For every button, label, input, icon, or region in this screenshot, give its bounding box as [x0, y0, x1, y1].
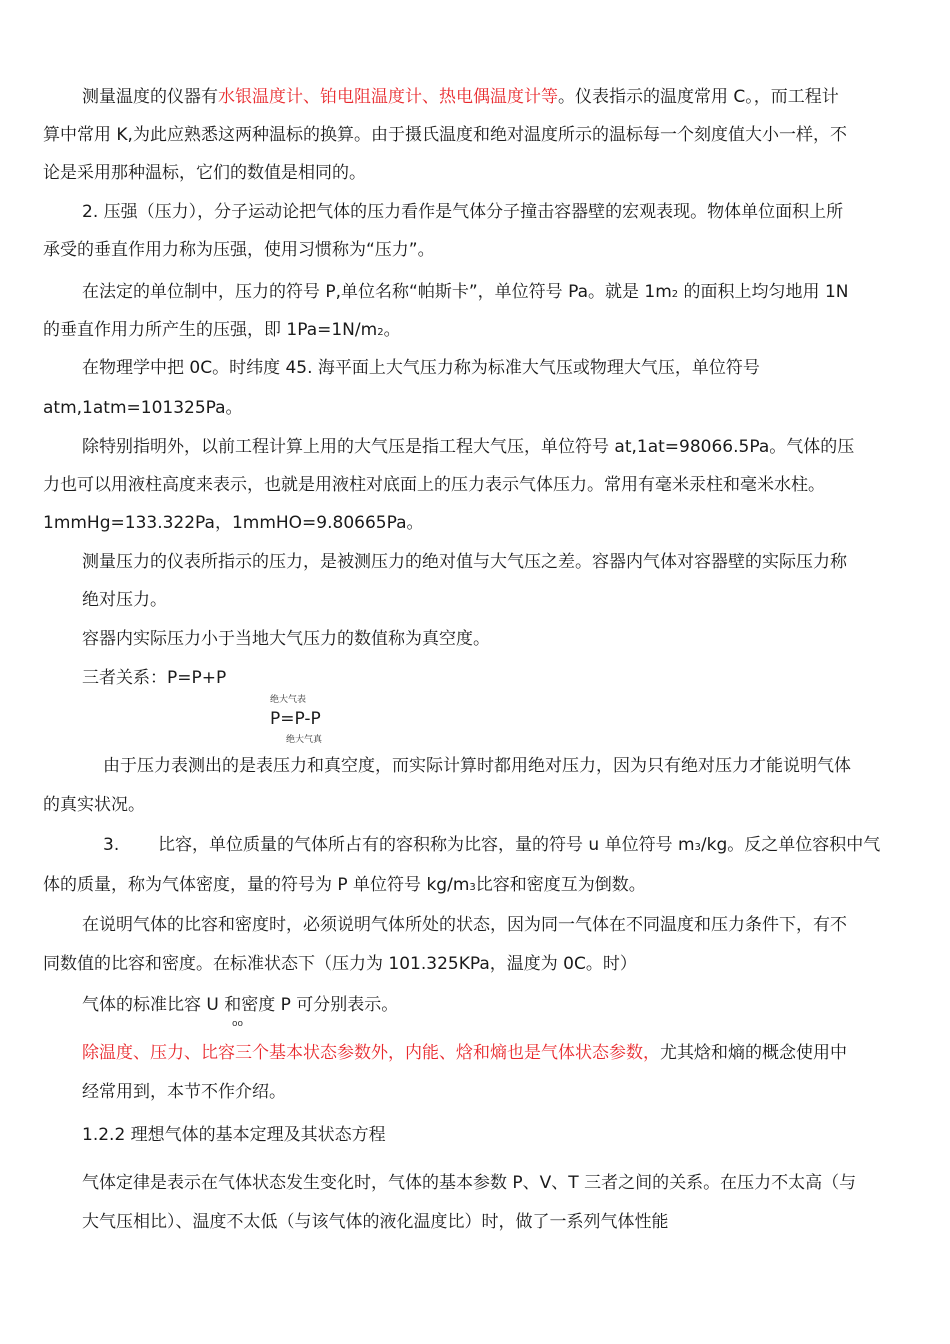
- paragraph-state-params-line-2: 经常用到，本节不作介绍。: [82, 1082, 286, 1102]
- section-heading: 1.2.2 理想气体的基本定理及其状态方程: [82, 1125, 386, 1145]
- paragraph-gas-law-line-1: 气体定律是表示在气体状态发生变化时，气体的基本参数 P、V、T 三者之间的关系。在压力不太高（与: [82, 1173, 857, 1193]
- list-number-3: 3.: [103, 835, 120, 855]
- paragraph-standard-volume: 气体的标准比容 U 和密度 P 可分别表示。: [82, 995, 399, 1015]
- formula-relation-2: P=P-P: [270, 709, 321, 729]
- paragraph-state-params-line-1: 除温度、压力、比容三个基本状态参数外，内能、焓和熵也是气体状态参数，尤其焓和熵的概念使用中: [82, 1043, 847, 1063]
- paragraph-gauge-line-1: 测量压力的仪表所指示的压力，是被测压力的绝对值与大气压之差。容器内气体对容器壁的实际压力称: [82, 552, 847, 572]
- paragraph-pascal-line-1: 在法定的单位制中，压力的符号 P,单位名称“帕斯卡”，单位符号 Pa。就是 1m2 的面积上均匀地用 1N: [82, 282, 849, 302]
- paragraph-pascal-line-2: 的垂直作用力所产生的压强，即 1Pa=1N/m2。: [43, 320, 401, 340]
- formula-relation-1: 三者关系：P=P+P: [82, 668, 227, 688]
- paragraph-engineering-line-2: 力也可以用液柱高度来表示，也就是用液柱对底面上的压力表示气体压力。常用有毫米汞柱和毫米水柱。: [43, 475, 825, 495]
- paragraph-engineering-line-3: 1mmHg=133.322Pa，1mmHO=9.80665Pa。: [43, 513, 424, 533]
- paragraph-atm-line-2: atm,1atm=101325Pa。: [43, 398, 243, 418]
- standard-subscript: oo: [232, 1019, 244, 1029]
- paragraph-temperature-line-3: 论是采用那种温标，它们的数值是相同的。: [43, 163, 366, 183]
- paragraph-pressure-line-1: 2. 压强（压力），分子运动论把气体的压力看作是气体分子撞击容器壁的宏观表现。物体单位面积上所: [82, 202, 844, 222]
- paragraph-state-line-2: 同数值的比容和密度。在标准状态下（压力为 101.325KPa，温度为 0C。时）: [43, 954, 637, 974]
- paragraph-absolute-line-1: 由于压力表测出的是表压力和真空度，而实际计算时都用绝对压力，因为只有绝对压力才能说明气体: [103, 756, 851, 776]
- paragraph-temperature-line-1: 测量温度的仪器有水银温度计、铂电阻温度计、热电偶温度计等。仪表指示的温度常用 C。，而工程计: [82, 87, 839, 107]
- paragraph-engineering-line-1: 除特别指明外，以前工程计算上用的大气压是指工程大气压，单位符号 at,1at=98066.5Pa。气体的压: [82, 437, 855, 457]
- paragraph-pressure-line-2: 承受的垂直作用力称为压强，使用习惯称为“压力”。: [43, 240, 435, 260]
- paragraph-temperature-line-2: 算中常用 K,为此应熟悉这两种温标的换算。由于摄氏温度和绝对温度所示的温标每一个刻度值大小一样，不: [43, 125, 847, 145]
- paragraph-atm-line-1: 在物理学中把 0C。时纬度 45. 海平面上大气压力称为标准大气压或物理大气压，单位符号: [82, 358, 760, 378]
- paragraph-absolute-line-2: 的真实状况。: [43, 795, 145, 815]
- paragraph-specific-volume-line-1: 比容，单位质量的气体所占有的容积称为比容，量的符号 u 单位符号 m3/kg。反之单位容积中气: [158, 835, 881, 855]
- paragraph-vacuum: 容器内实际压力小于当地大气压力的数值称为真空度。: [82, 629, 490, 649]
- paragraph-specific-volume-line-2: 体的质量，称为气体密度，量的符号为 P 单位符号 kg/m3比容和密度互为倒数。: [43, 875, 646, 895]
- highlighted-instruments: 水银温度计、铂电阻温度计、热电偶温度计等: [218, 87, 558, 107]
- formula-subscript-1: 绝大气表: [270, 695, 307, 705]
- paragraph-state-line-1: 在说明气体的比容和密度时，必须说明气体所处的状态，因为同一气体在不同温度和压力条件下，有不: [82, 915, 847, 935]
- paragraph-gauge-line-2: 绝对压力。: [82, 590, 167, 610]
- highlighted-state-params: 除温度、压力、比容三个基本状态参数外，内能、焓和熵也是气体状态参数，: [82, 1043, 660, 1063]
- paragraph-gas-law-line-2: 大气压相比）、温度不太低（与该气体的液化温度比）时，做了一系列气体性能: [82, 1212, 669, 1232]
- formula-subscript-2: 绝大气真: [286, 735, 323, 745]
